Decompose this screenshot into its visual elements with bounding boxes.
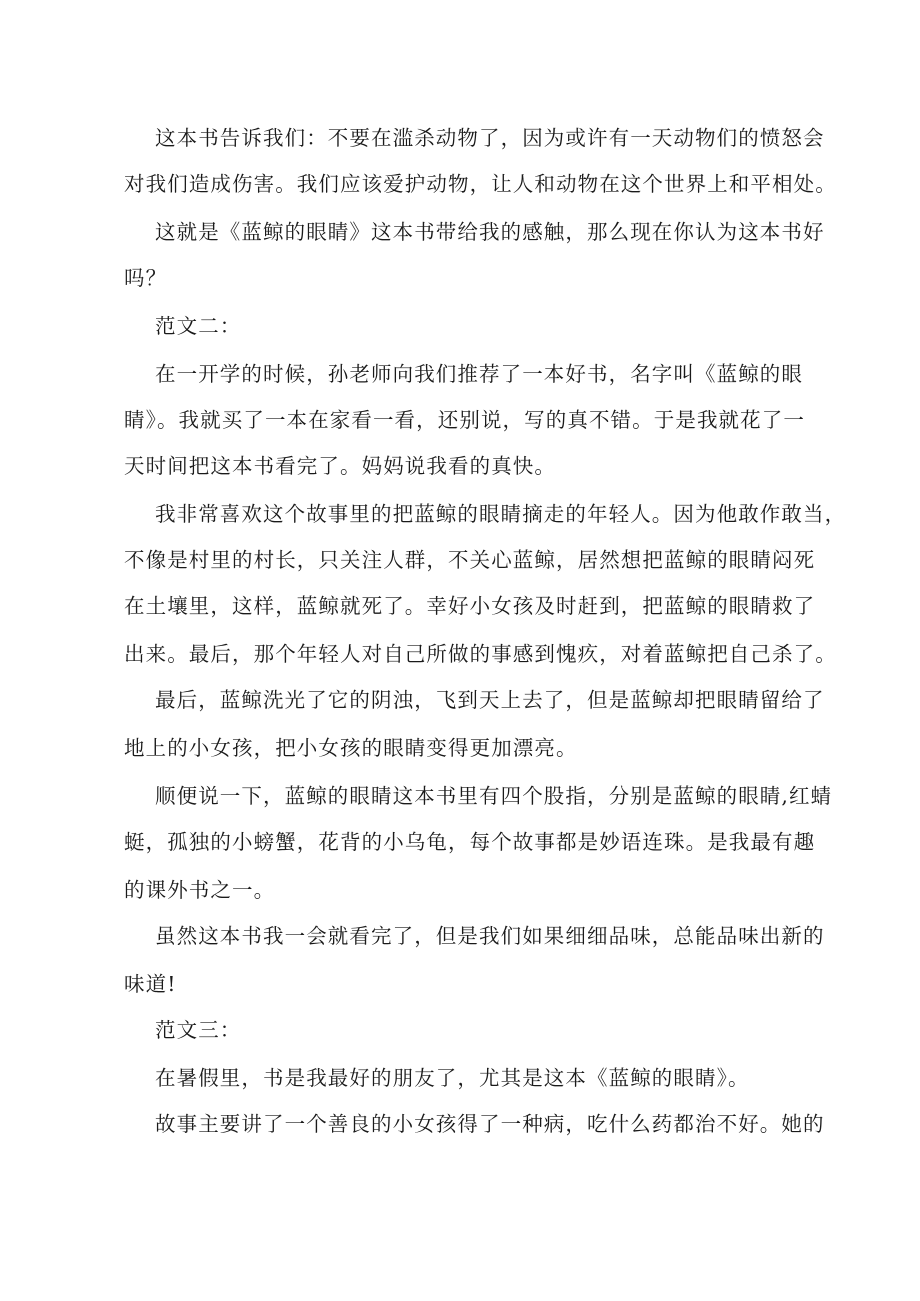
paragraph-line: 的课外书之一。 xyxy=(124,878,276,902)
paragraph-line: 味道! xyxy=(124,972,177,996)
section-heading: 范文三： xyxy=(155,1018,242,1042)
paragraph-line: 这就是《蓝鲸的眼睛》这本书带给我的感触，那么现在你认为这本书好 xyxy=(155,220,825,244)
paragraph-line: 天时间把这本书看完了。妈妈说我看的真快。 xyxy=(124,454,556,478)
paragraph-line: 吗？ xyxy=(124,266,168,290)
paragraph-line: 对我们造成伤害。我们应该爱护动物，让人和动物在这个世界上和平相处。 xyxy=(124,172,837,196)
paragraph-line: 蜓，孤独的小螃蟹，花背的小乌龟，每个故事都是妙语连珠。是我最有趣 xyxy=(124,830,816,854)
paragraph-line: 地上的小女孩，把小女孩的眼睛变得更加漂亮。 xyxy=(124,736,578,760)
paragraph-line: 在土壤里，这样，蓝鲸就死了。幸好小女孩及时赶到，把蓝鲸的眼睛救了 xyxy=(124,594,816,618)
paragraph-line: 出来。最后，那个年轻人对自己所做的事感到愧疚，对着蓝鲸把自己杀了。 xyxy=(124,642,837,666)
paragraph-line: 虽然这本书我一会就看完了，但是我们如果细细品味，总能品味出新的 xyxy=(155,924,825,948)
paragraph-line: 故事主要讲了一个善良的小女孩得了一种病，吃什么药都治不好。她的 xyxy=(155,1112,825,1136)
paragraph-line: 不像是村里的村长，只关注人群，不关心蓝鲸，居然想把蓝鲸的眼睛闷死 xyxy=(124,548,816,572)
paragraph-line: 睛》。我就买了一本在家看一看，还别说，写的真不错。于是我就花了一 xyxy=(124,408,805,432)
paragraph-line: 我非常喜欢这个故事里的把蓝鲸的眼睛摘走的年轻人。因为他敢作敢当， xyxy=(155,502,847,526)
paragraph-line: 在暑假里，书是我最好的朋友了，尤其是这本《蓝鲸的眼睛》。 xyxy=(155,1066,750,1090)
paragraph-line: 这本书告诉我们：不要在滥杀动物了，因为或许有一天动物们的愤怒会 xyxy=(155,126,825,150)
paragraph-line: 在一开学的时候，孙老师向我们推荐了一本好书，名字叫《蓝鲸的眼 xyxy=(155,362,803,386)
paragraph-line: 顺便说一下，蓝鲸的眼睛这本书里有四个股指，分别是蓝鲸的眼睛,红蜻 xyxy=(155,784,833,808)
paragraph-line: 最后，蓝鲸洗光了它的阴浊，飞到天上去了，但是蓝鲸却把眼睛留给了 xyxy=(155,688,825,712)
section-heading: 范文二： xyxy=(155,314,242,338)
